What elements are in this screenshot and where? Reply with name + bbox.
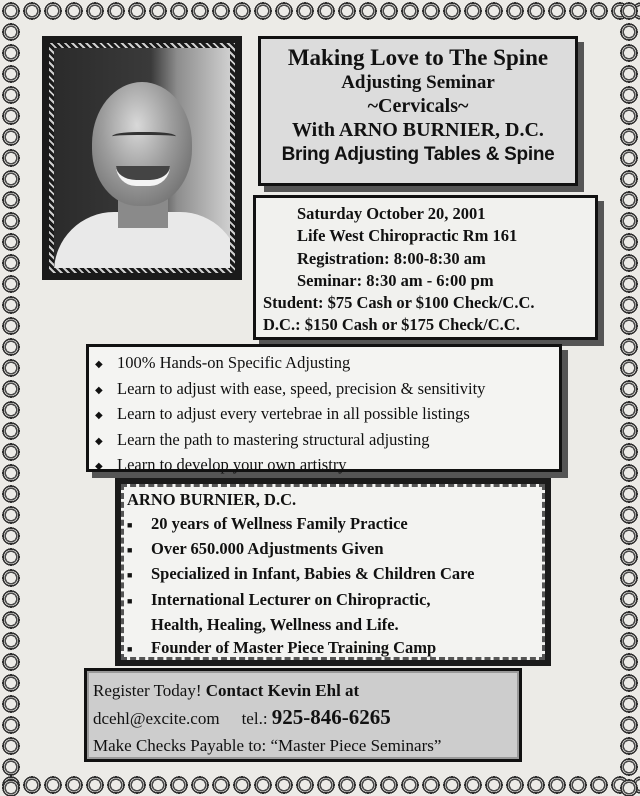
speaker-photo <box>54 48 230 268</box>
event-registration-time: Registration: 8:00-8:30 am <box>297 249 486 268</box>
title-box <box>258 36 578 186</box>
photo-head <box>92 82 192 206</box>
event-seminar-time: Seminar: 8:30 am - 6:00 pm <box>297 271 494 290</box>
list-item <box>127 588 541 613</box>
bio-text: Founder of Master Piece Training Camp <box>151 638 437 658</box>
register-row <box>93 677 519 704</box>
list-item <box>95 428 559 454</box>
list-item <box>95 402 559 428</box>
benefit-text: 100% Hands-on Specific Adjusting <box>117 353 351 372</box>
contact-phone[interactable]: 925-846-6265 <box>271 705 391 729</box>
title-main: Making Love to The Spine <box>287 45 549 70</box>
chain-border-right <box>618 0 640 796</box>
square-bullet-icon: ■ <box>127 520 133 530</box>
event-date: Saturday October 20, 2001 <box>297 204 486 223</box>
title-topic: ~Cervicals~ <box>367 95 469 117</box>
bio-heading: ARNO BURNIER, D.C. <box>127 490 297 509</box>
square-bullet-icon: ■ <box>127 644 133 655</box>
diamond-bullet-icon: ◆ <box>95 384 103 396</box>
list-item <box>95 377 559 403</box>
event-info-box <box>253 195 598 340</box>
bio-text: Over 650.000 Adjustments Given <box>151 539 384 559</box>
diamond-bullet-icon: ◆ <box>95 461 103 472</box>
phone-label: tel.: <box>241 709 272 728</box>
bio-list <box>127 512 541 661</box>
bio-text: Specialized in Infant, Babies & Children Care <box>151 564 475 584</box>
list-item <box>127 562 541 587</box>
list-item <box>95 453 559 479</box>
benefit-text: Learn the path to mastering structural adjusting <box>117 429 430 449</box>
contact-row <box>93 704 519 732</box>
benefit-text: Learn to adjust with ease, speed, precision & sensitivity <box>117 378 486 398</box>
title-presenter: With ARNO BURNIER, D.C. <box>292 119 544 141</box>
diamond-bullet-icon: ◆ <box>95 435 103 447</box>
contact-email[interactable]: dcehl@excite.com <box>93 709 220 728</box>
title-bring-note: Bring Adjusting Tables & Spine <box>281 144 555 165</box>
bio-text: 20 years of Wellness Family Practice <box>151 514 408 533</box>
list-item <box>127 537 541 562</box>
bio-box <box>115 478 551 666</box>
bio-continuation: Health, Healing, Wellness and Life. <box>151 614 399 634</box>
event-student-price: Student: $75 Cash or $100 Check/C.C. <box>263 293 535 312</box>
list-item <box>127 512 541 537</box>
checks-payable: Make Checks Payable to: “Master Piece Seminars” <box>93 736 442 755</box>
diamond-bullet-icon: ◆ <box>95 359 103 370</box>
register-prefix: Register Today! <box>93 681 206 700</box>
chain-border-bottom <box>0 774 640 796</box>
diamond-bullet-icon: ◆ <box>95 410 103 421</box>
benefits-box <box>86 344 562 472</box>
benefits-list <box>89 347 559 479</box>
square-bullet-icon: ■ <box>127 545 133 556</box>
register-contact: Contact Kevin Ehl at <box>205 681 360 700</box>
photo-eyes <box>112 132 176 143</box>
benefit-text: Learn to adjust every vertebrae in all possible listings <box>117 404 470 423</box>
chain-border-top <box>0 0 640 22</box>
chain-border-left <box>0 0 22 796</box>
list-item <box>95 351 559 377</box>
event-dc-price: D.C.: $150 Cash or $175 Check/C.C. <box>263 315 520 334</box>
registration-box <box>84 668 522 762</box>
speaker-photo-frame <box>42 36 242 280</box>
square-bullet-icon: ■ <box>127 570 133 581</box>
list-item <box>127 636 541 661</box>
title-subtitle: Adjusting Seminar <box>341 72 495 93</box>
benefit-text: Learn to develop your own artistry <box>117 455 347 474</box>
square-bullet-icon: ■ <box>127 595 133 606</box>
bio-text: International Lecturer on Chiropractic, <box>151 589 431 609</box>
event-location: Life West Chiropractic Rm 161 <box>297 226 518 245</box>
